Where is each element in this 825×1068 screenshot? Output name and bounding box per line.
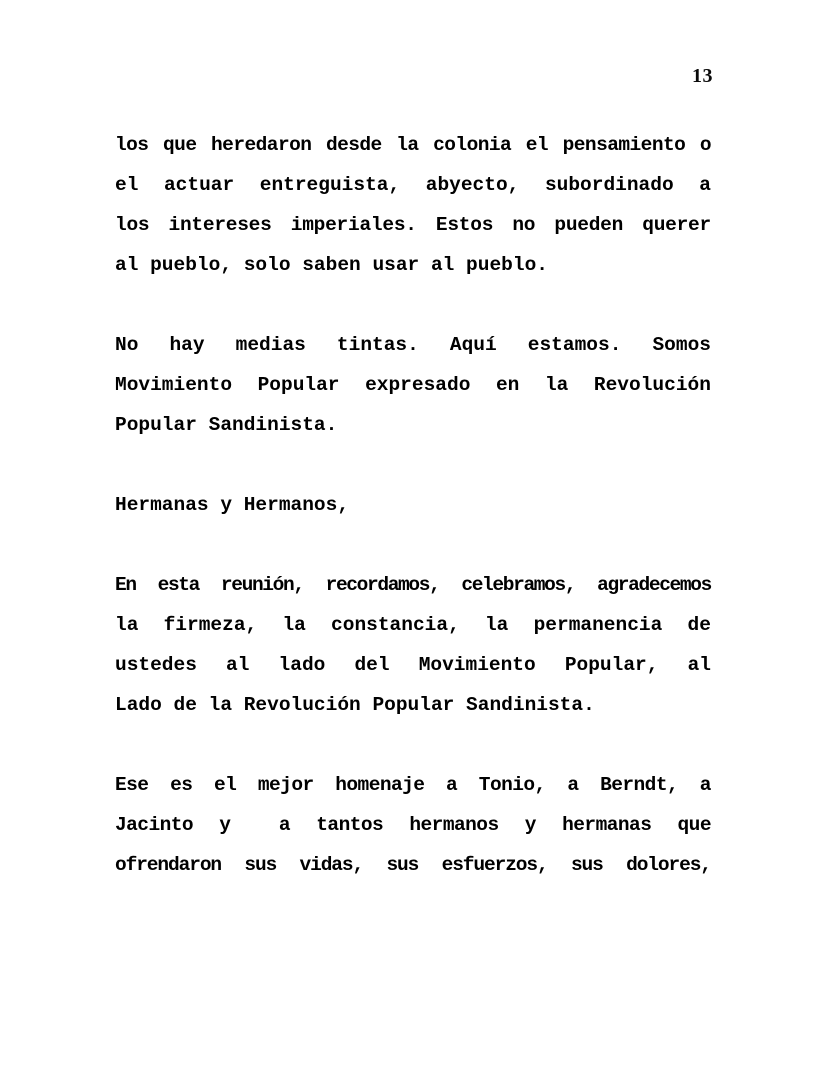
line-word: entreguista, [259, 174, 401, 196]
line-word: En [115, 574, 136, 596]
line-word: la [544, 374, 569, 396]
line-word: sus [386, 854, 419, 876]
line-word: tantos [316, 814, 384, 836]
line-word: pensamiento [562, 134, 686, 156]
text-line [115, 165, 711, 205]
line-word: abyecto, [425, 174, 520, 196]
line-word: a [256, 814, 291, 836]
line-word: Movimiento [115, 374, 233, 396]
line-word: Ese [115, 774, 149, 796]
line-word: reunión, [220, 574, 304, 596]
line-word: sus [570, 854, 603, 876]
text-line: al pueblo, solo saben usar al pueblo. [115, 254, 548, 276]
paragraph-2 [115, 325, 711, 445]
line-word: firmeza, [163, 614, 258, 636]
line-word: agradecemos [597, 574, 711, 596]
line-word: a [446, 774, 458, 796]
line-word: vidas, [299, 854, 364, 876]
line-word: estamos. [527, 334, 622, 356]
paragraph-5 [115, 765, 711, 885]
text-line [115, 205, 711, 245]
line-word: ofrendaron [115, 854, 222, 876]
line-word: la [282, 614, 306, 636]
line-word: mejor [257, 774, 314, 796]
text-line [115, 365, 711, 405]
line-word: celebramos, [461, 574, 576, 596]
paragraph-4 [115, 565, 711, 725]
line-word: heredaron [211, 134, 312, 156]
text-line [115, 565, 711, 605]
line-word: colonia [433, 134, 512, 156]
line-word: desde [325, 134, 382, 156]
line-word: el [525, 134, 549, 156]
line-word: sus [244, 854, 277, 876]
line-word: recordamos, [325, 574, 440, 596]
line-word: Jacinto [115, 814, 194, 836]
line-word: en [495, 374, 520, 396]
line-word: los [115, 134, 149, 156]
line-word: al [687, 654, 711, 676]
line-word: y [219, 814, 231, 836]
line-word: medias [235, 334, 306, 356]
paragraph-1 [115, 125, 711, 285]
text-line: Hermanas y Hermanos, [115, 494, 350, 516]
text-line [115, 805, 711, 845]
line-word: es [170, 774, 193, 796]
paragraph-3-salutation [115, 485, 711, 525]
line-word: intereses [168, 214, 272, 236]
line-word: actuar [163, 174, 235, 196]
line-word: Movimiento [418, 654, 536, 676]
line-word: tintas. [336, 334, 419, 356]
line-word: subordinado [544, 174, 674, 196]
line-word: la [484, 614, 509, 636]
line-word: a [699, 774, 711, 796]
line-word: esta [157, 574, 200, 596]
line-word: al [226, 654, 250, 676]
line-word: constancia, [331, 614, 460, 636]
line-word: Revolución [593, 374, 711, 396]
line-word: pueden [554, 214, 624, 236]
line-word: querer [642, 214, 711, 236]
line-word: homenaje [335, 774, 425, 796]
text-line: Lado de la Revolución Popular Sandinista. [115, 694, 595, 716]
line-word: a [699, 174, 711, 196]
line-word: Popular [257, 374, 340, 396]
text-line [115, 605, 711, 645]
line-word: hay [169, 334, 205, 356]
line-word: que [677, 814, 711, 836]
line-word: el [213, 774, 237, 796]
text-line [115, 765, 711, 805]
line-word: hermanos [409, 814, 499, 836]
line-word: del [354, 654, 390, 676]
line-word: esfuerzos, [441, 854, 548, 876]
text-line [115, 125, 711, 165]
line-word: No [115, 334, 139, 356]
line-word: ustedes [115, 654, 197, 676]
line-word: dolores, [626, 854, 711, 876]
line-word: Aquí [449, 334, 497, 356]
line-word: expresado [365, 374, 471, 396]
line-word: hermanas [562, 814, 652, 836]
line-word: a [567, 774, 579, 796]
line-word: permanencia [533, 614, 663, 636]
line-word: y [524, 814, 536, 836]
line-word: no [512, 214, 536, 236]
document-body [115, 125, 711, 885]
text-line [115, 845, 711, 885]
text-line [115, 645, 711, 685]
line-word: el [115, 174, 139, 196]
line-word: lado [278, 654, 326, 676]
line-word: Estos [435, 214, 494, 236]
line-word: que [163, 134, 197, 156]
line-word: imperiales. [290, 214, 417, 236]
line-word: Popular, [564, 654, 659, 676]
line-word: o [699, 134, 711, 156]
line-word: la [396, 134, 419, 156]
line-word: de [687, 614, 711, 636]
line-word: Somos [652, 334, 711, 356]
line-word: Berndt, [600, 774, 679, 796]
line-word: los [115, 214, 150, 236]
text-line: Popular Sandinista. [115, 414, 338, 436]
line-word: la [115, 614, 139, 636]
page-number: 13 [692, 65, 713, 87]
line-word: Tonio, [478, 774, 546, 796]
text-line [115, 325, 711, 365]
